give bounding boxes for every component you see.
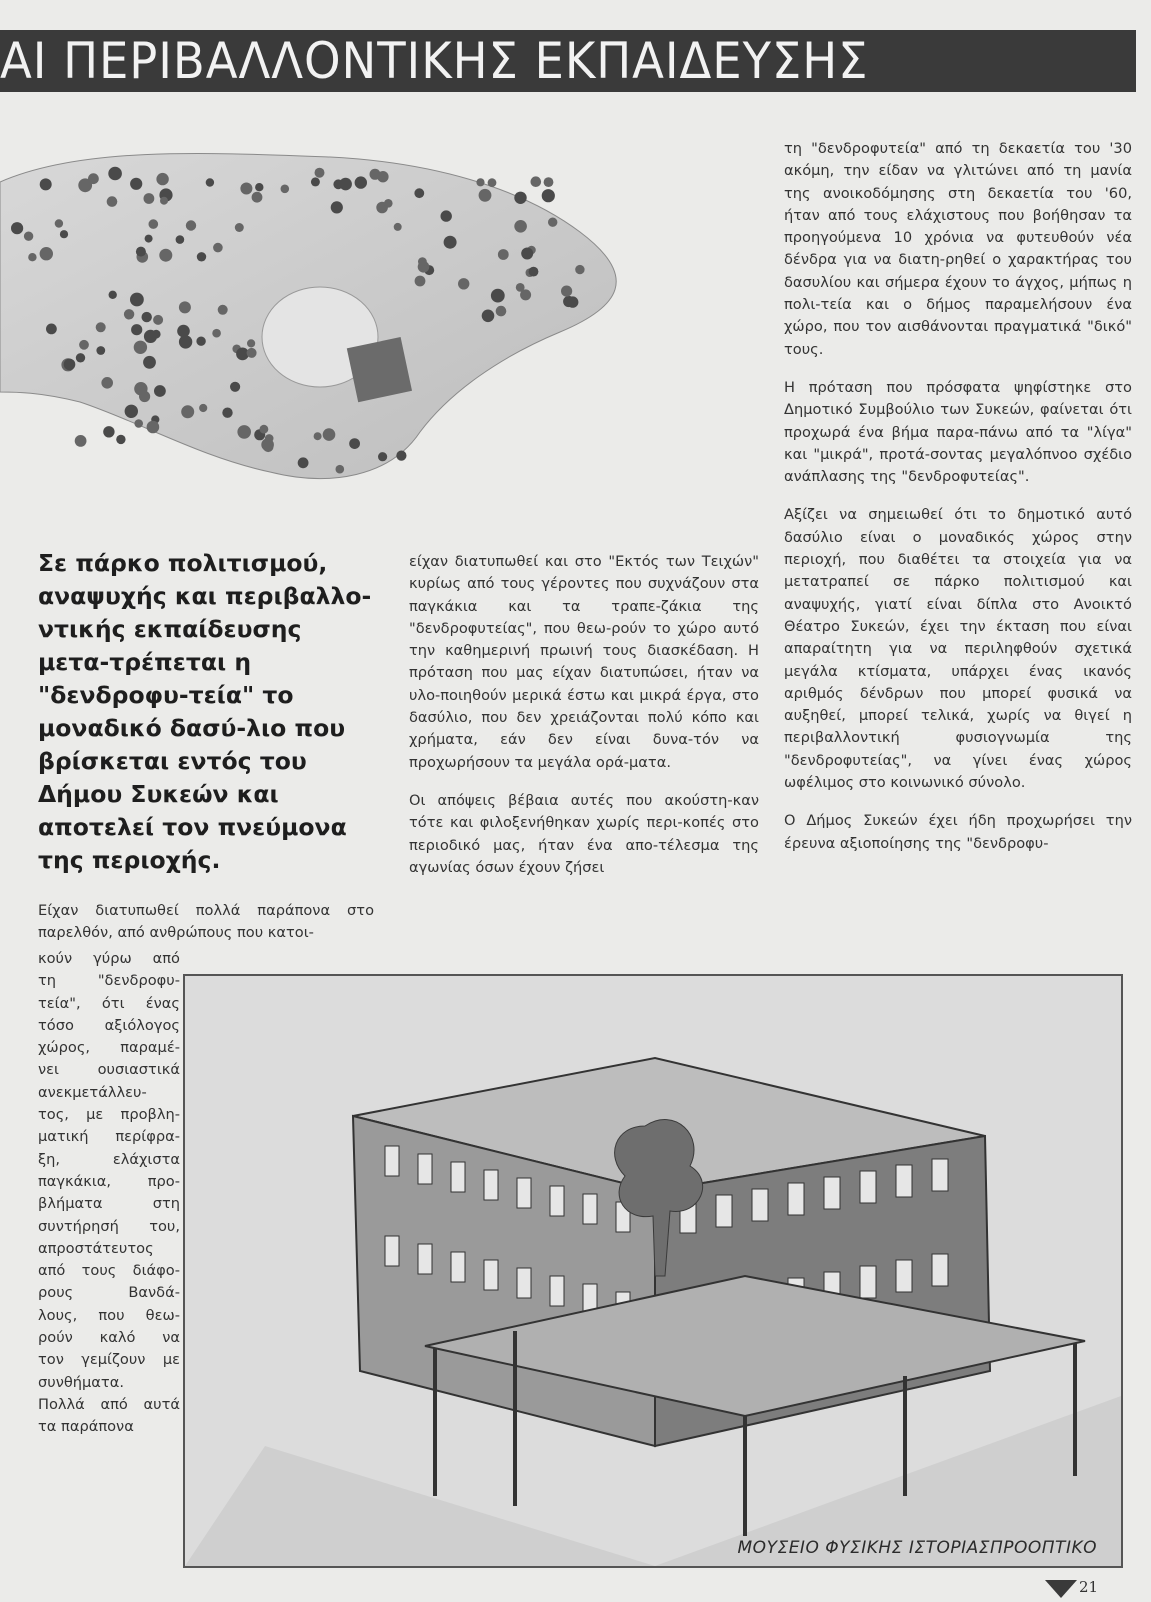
tree-dot (149, 219, 159, 229)
park-plan-model-image (0, 92, 780, 537)
tree-dot (88, 173, 99, 184)
paragraph: Η πρόταση που πρόσφατα ψηφίστηκε στο Δημοτικό Συμβούλιο των Συκεών, φαίνεται ότι προχωρά ένα βήμα παρα-πάνω από τα "λίγα" και "μικρά", προτά-σοντας μεγαλόπνοο σχέδιο ανάπλασης της "δενδροφυτείας". (784, 378, 1132, 486)
text-line: ματική περίφρα- (38, 1128, 180, 1146)
tree-dot (134, 419, 143, 428)
tree-dot (252, 192, 263, 203)
tree-dot (479, 189, 492, 202)
tree-dot (247, 348, 257, 358)
tree-dot (414, 188, 424, 198)
paragraph: Οι απόψεις βέβαια αυτές που ακούστη-καν τότε και φιλοξενήθηκαν χωρίς περι-κοπές στο περιοδικό μας, ήταν ένα απο-τέλεσμα της αγωνίας όσων έχουν ζήσει (409, 791, 759, 876)
tree-dot (548, 218, 557, 227)
window (583, 1194, 597, 1224)
tree-dot (179, 301, 191, 313)
text-line: νει ουσιαστικά (38, 1061, 180, 1079)
tree-dot (514, 220, 527, 233)
window (932, 1254, 948, 1286)
tree-dot (136, 247, 146, 257)
section-title: ΑΙ ΠΕΡΙΒΑΛΛΟΝΤΙΚΗΣ ΕΚΠΑΙΔΕΥΣΗΣ (0, 32, 869, 90)
paragraph: Αξίζει να σημειωθεί ότι το δημοτικό αυτό δασύλιο είναι ο μοναδικός χώρος στην περιοχή, που διαθέτει τα στοιχεία για να μετατραπεί σε πάρκο πολιτισμού και αναψυχής, γιατί είναι δίπλα στο Ανοικτό Θέατρο Συκεών, έχει την έκταση που είναι απαραίτητη για να περιληφθούν σχετικά μεγάλα κτίσματα, υπάρχει ένας ικανός αριθμός δένδρων που μπορεί φυσικά να αυξηθεί, μπορεί τελικά, χωρίς να θιγεί η περιβαλλοντική φυσιογνωμία της "δενδροφυτείας", να γίνει ένας χώρος ωφέλιμος στο κοινωνικό σύνολο. (784, 506, 1132, 792)
tree-dot (130, 178, 142, 190)
tree-dot (355, 176, 367, 188)
window (752, 1189, 768, 1221)
tree-dot (103, 426, 114, 437)
tree-dot (575, 265, 584, 274)
text-line: κούν γύρω από (38, 950, 180, 967)
text-line: χώρος, παραμέ- (38, 1039, 180, 1057)
tree-dot (181, 405, 194, 418)
tree-dot (441, 210, 452, 221)
tree-dot (212, 329, 221, 338)
window (418, 1154, 432, 1184)
tree-dot (281, 185, 290, 194)
tree-dot (458, 278, 469, 289)
text-line: συνθήματα. (38, 1373, 124, 1391)
text-line: συντήρησή του, (38, 1217, 180, 1235)
text-line: βλήματα στη (38, 1195, 180, 1213)
tree-dot (529, 267, 539, 277)
tree-dot (125, 405, 138, 418)
window (517, 1268, 531, 1298)
tree-dot (96, 346, 105, 355)
tree-dot (237, 425, 251, 439)
tree-dot (491, 289, 505, 303)
tree-dot (186, 220, 196, 230)
page-marker-arrow-icon (1045, 1578, 1077, 1598)
tree-dot (199, 404, 207, 412)
window (550, 1276, 564, 1306)
tree-dot (498, 249, 509, 260)
tree-dot (561, 286, 572, 297)
tree-dot (134, 341, 147, 354)
tree-dot (488, 178, 497, 187)
text-line: ξη, ελάχιστα (38, 1150, 180, 1168)
tree-dot (444, 236, 457, 249)
window (517, 1178, 531, 1208)
tree-dot (108, 167, 122, 181)
tree-dot (520, 289, 531, 300)
text-line: τόσο αξιόλογος (38, 1016, 180, 1034)
tree-dot (147, 421, 160, 434)
tree-dot (139, 391, 150, 402)
text-line: τα παράπονα (38, 1418, 134, 1436)
text-line: ανεκμετάλλευ- (38, 1083, 147, 1101)
tree-dot (143, 356, 156, 369)
text-line: τος, με προβλη- (38, 1106, 180, 1124)
text-line: τεία", ότι ένας (38, 994, 180, 1012)
tree-dot (222, 408, 232, 418)
tree-dot (331, 201, 343, 213)
tree-dot (156, 173, 168, 185)
text-line: παγκάκια, προ- (38, 1172, 180, 1190)
text-line: ρους Βανδά- (38, 1284, 180, 1302)
window (451, 1162, 465, 1192)
tree-dot (46, 324, 57, 335)
tree-dot (101, 377, 113, 389)
tree-dot (339, 178, 352, 191)
paragraph: Ο Δήμος Συκεών έχει ήδη προχωρήσει την έρευνα αξιοποίησης της "δενδροφυ- (784, 812, 1132, 852)
tree-dot (107, 196, 118, 207)
tree-dot (28, 253, 36, 261)
window (484, 1260, 498, 1290)
text-line: τη "δενδροφυ- (38, 972, 180, 990)
window (451, 1252, 465, 1282)
lead-paragraph: Σε πάρκο πολιτισμού, αναψυχής και περιβαλλο-ντικής εκπαίδευσης μετα-τρέπεται η "δενδροφυ-τεία" το μοναδικό δασύ-λιο που βρίσκεται εντός του Δήμου Συκεών και αποτελεί τον πνεύμονα της περιοχής. (38, 549, 372, 874)
tree-dot (418, 257, 427, 266)
window (788, 1183, 804, 1215)
tree-dot (109, 291, 117, 299)
article-column-3 (784, 138, 1132, 871)
page-number-marker (1045, 1578, 1115, 1598)
tree-dot (197, 252, 206, 261)
window (896, 1260, 912, 1292)
tree-dot (179, 335, 192, 348)
tree-dot (531, 176, 542, 187)
tree-dot (130, 293, 144, 307)
tree-dot (79, 340, 89, 350)
tree-dot (40, 178, 52, 190)
article-column-1-narrow (38, 948, 180, 1439)
tree-dot (40, 247, 53, 260)
plan-building (347, 337, 412, 402)
tree-dot (349, 438, 360, 449)
tree-dot (96, 322, 106, 332)
tree-dot (116, 435, 125, 444)
tree-dot (144, 330, 157, 343)
tree-dot (496, 306, 507, 317)
article-column-2 (409, 551, 759, 895)
tree-dot (142, 312, 152, 322)
tree-dot (476, 178, 484, 186)
tree-dot (394, 223, 402, 231)
tree-dot (415, 276, 426, 287)
tree-dot (153, 315, 163, 325)
window (418, 1244, 432, 1274)
paragraph: είχαν διατυπωθεί και στο "Εκτός των Τειχών" κυρίως από τους γέροντες που συχνάζουν στα παγκάκια και τα τραπε-ζάκια της "δενδροφυτείας", που θεω-ρούν το χώρο αυτό την καθημερινή πρωινή τους διασκέδαση. Η πρόταση που μας είχαν διατυπώσει, ήταν να υλο-ποιηθούν μερικά έστω και μικρά έργα, στο δασύλιο, που δεν χρειάζονται πολύ κόπο και χρήματα, εάν δεν είναι δυνα-τόν να προχωρήσουν τα μεγάλα ορά-ματα. (409, 553, 759, 771)
tree-dot (76, 353, 85, 362)
tree-dot (230, 382, 240, 392)
museum-perspective-drawing (185, 976, 1121, 1566)
window (484, 1170, 498, 1200)
paragraph: Είχαν διατυπωθεί πολλά παράπονα στο παρελθόν, από ανθρώπους που κατοι- (38, 902, 374, 942)
tree-dot (64, 359, 76, 371)
window (860, 1266, 876, 1298)
window (860, 1171, 876, 1203)
tree-dot (567, 296, 578, 307)
tree-dot (396, 451, 406, 461)
tree-dot (213, 243, 223, 253)
tree-dot (378, 452, 387, 461)
tree-dot (11, 222, 23, 234)
window (716, 1195, 732, 1227)
tree-dot (260, 425, 269, 434)
tree-dot (55, 219, 63, 227)
tree-dot (159, 249, 172, 262)
tree-dot (384, 199, 393, 208)
text-line: τον γεμίζουν με (38, 1351, 180, 1369)
text-line: από τους διάφο- (38, 1262, 180, 1280)
tree-dot (145, 235, 153, 243)
tree-dot (261, 438, 274, 451)
tree-dot (160, 197, 168, 205)
tree-dot (240, 183, 252, 195)
tree-dot (206, 178, 214, 186)
tree-dot (176, 235, 185, 244)
tree-dot (24, 232, 33, 241)
tree-dot (124, 309, 134, 319)
tree-dot (482, 310, 495, 323)
tree-dot (315, 168, 325, 178)
section-banner (0, 30, 1136, 92)
window (824, 1177, 840, 1209)
tree-dot (144, 193, 155, 204)
tree-dot (298, 457, 309, 468)
tree-dot (521, 248, 533, 260)
tree-dot (218, 305, 228, 315)
figure-caption: ΜΟΥΣΕΙΟ ΦΥΣΙΚΗΣ ΙΣΤΟΡΙΑΣΠΡΟΟΠΤΙΚΟ (737, 1538, 1097, 1558)
window (932, 1159, 948, 1191)
tree-dot (544, 177, 554, 187)
tree-dot (255, 183, 263, 191)
text-line: Πολλά από αυτά (38, 1395, 180, 1413)
tree-dot (336, 465, 345, 474)
tree-dot (60, 230, 68, 238)
text-line: λους, που θεω- (38, 1306, 180, 1324)
tree-dot (154, 385, 166, 397)
tree-dot (196, 337, 205, 346)
tree-dot (235, 223, 244, 232)
tree-dot (247, 339, 255, 347)
page-number: 21 (1079, 1578, 1099, 1596)
tree-dot (514, 192, 526, 204)
tree-dot (177, 325, 190, 338)
tree-dot (314, 432, 322, 440)
tree-dot (75, 435, 87, 447)
window (385, 1146, 399, 1176)
tree-dot (323, 428, 336, 441)
museum-drawing-figure (183, 974, 1123, 1568)
window (550, 1186, 564, 1216)
text-line: ρούν καλό να (38, 1329, 180, 1347)
tree-dot (311, 177, 320, 186)
tree-dot (131, 324, 142, 335)
text-line: απροστάτευτος (38, 1239, 154, 1257)
window (385, 1236, 399, 1266)
tree-dot (542, 189, 555, 202)
tree-dot (377, 171, 388, 182)
window (896, 1165, 912, 1197)
paragraph: τη "δενδροφυτεία" από τη δεκαετία του '30 ακόμη, την είδαν να γλιτώνει από τη μανία της ανοικοδόμησης στη δεκαετία του '60, ήταν από τους ελάχιστους που βοήθησαν τα προηγούμενα 10 χρόνια να φυτευθούν νέα δένδρα για να διατη-ρηθεί ο χαρακτήρας του δασυλίου και σήμερα έχουν το άγχος, μήπως η πολι-τεία και ο δήμος παραμελήσουν ένα χώρο, που τον αισθάνονται πραγματικά "δικό" τους. (784, 140, 1132, 358)
